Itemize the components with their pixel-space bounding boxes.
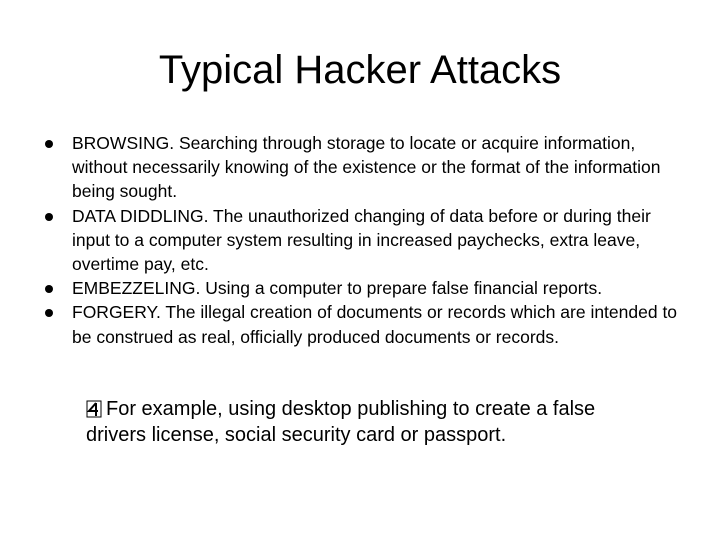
sub-bullet-text: For example, using desktop publishing to create a false drivers license, social security card or passport. (86, 398, 596, 446)
filled-circle-bullet-icon (45, 213, 53, 221)
filled-circle-bullet-icon (45, 140, 53, 148)
bullet-item-browsing (40, 131, 690, 204)
bullet-text: DATA DIDDLING. The unauthorized changing of data before or during their input to a computer system resulting in increased paychecks, extra leave, overtime pay, etc. (72, 205, 651, 275)
numeral-four-bullet-icon (86, 400, 102, 418)
bullet-item-embezzeling (40, 276, 690, 300)
slide-title: Typical Hacker Attacks (158, 48, 562, 92)
bullet-item-data-diddling (40, 204, 690, 277)
filled-circle-bullet-icon (45, 285, 53, 293)
bullet-text: EMBEZZELING. Using a computer to prepare false financial reports. (72, 278, 603, 299)
sub-bullet-item-example (86, 396, 686, 448)
bullet-text: BROWSING. Searching through storage to locate or acquire information, without necessarily knowing of the existence or the format of the information being sought. (72, 133, 661, 202)
bullet-text: FORGERY. The illegal creation of documents or records which are intended to be construed as real, officially produced documents or records. (72, 302, 678, 347)
bullet-list (40, 131, 690, 349)
bullet-item-forgery (40, 300, 690, 348)
filled-circle-bullet-icon (45, 309, 53, 317)
